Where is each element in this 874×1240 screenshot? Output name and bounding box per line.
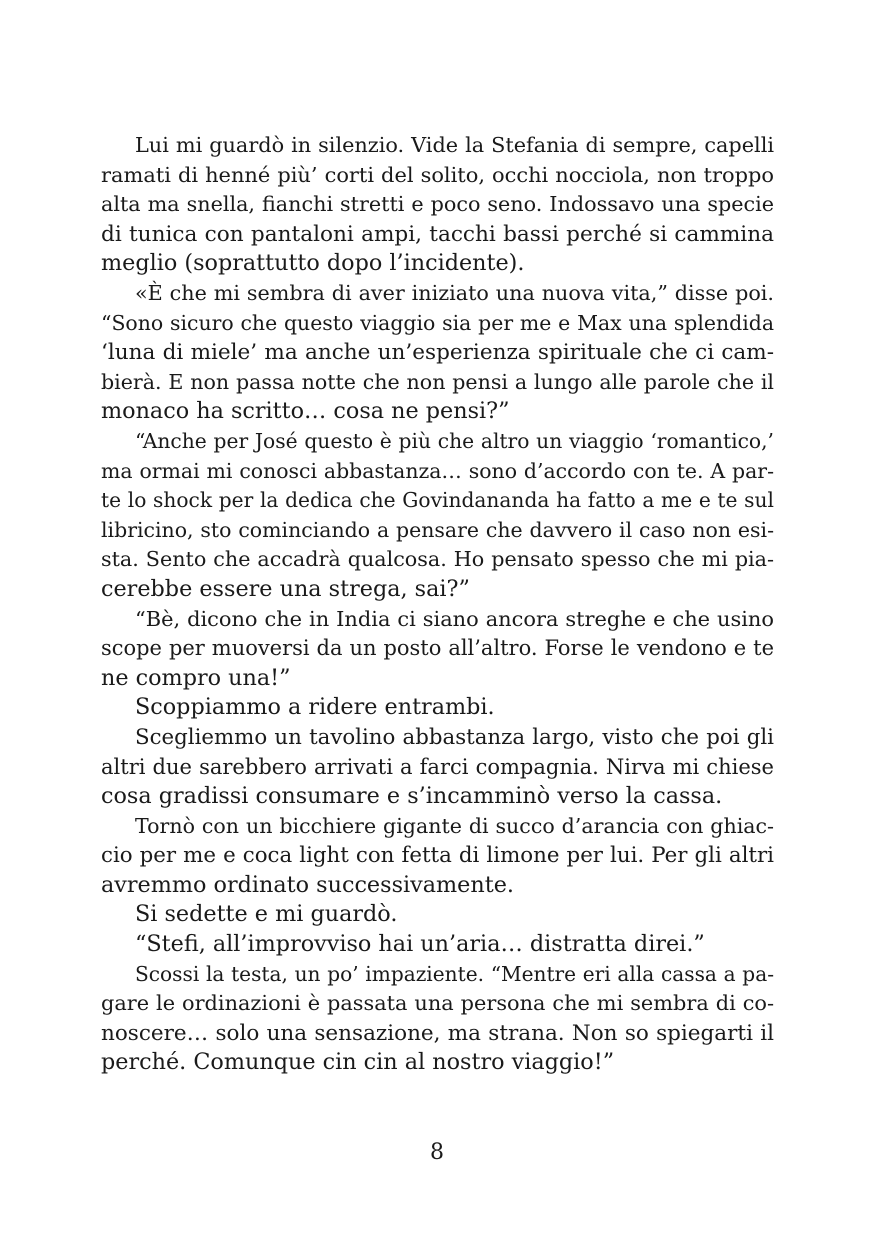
text-line: cosa gradissi consumare e s’incamminò verso la cassa. — [101, 783, 723, 810]
text-line: “Anche per José questo è più che altro un viaggio ‘romantico,’ — [135, 428, 774, 453]
text-line: sta. Sento che accadrà qualcosa. Ho pensato spesso che mi pia- — [101, 547, 774, 572]
text-line: bierà. E non passa notte che non pensi a lungo alle parole che il — [101, 369, 774, 394]
text-line: alta ma snella, fianchi stretti e poco seno. Indossavo una specie — [101, 192, 774, 217]
text-line: “Sono sicuro che questo viaggio sia per me e Max una splendida — [101, 310, 774, 335]
text-line: Scegliemmo un tavolino abbastanza largo, visto che poi gli — [135, 724, 774, 750]
text-line: altri due sarebbero arrivati a farci compagnia. Nirva mi chiese — [101, 754, 774, 780]
text-line: perché. Comunque cin cin al nostro viaggio!” — [101, 1049, 615, 1076]
text-line: gare le ordinazioni è passata una persona che mi sembra di co- — [101, 991, 774, 1016]
text-line: noscere… solo una sensazione, ma strana. Non so spiegarti il — [101, 1020, 774, 1046]
text-line: ma ormai mi conosci abbastanza… sono d’accordo con te. A par- — [101, 458, 774, 483]
text-line: ne compro una!” — [101, 664, 291, 691]
text-line: ramati di henné più’ corti del solito, occhi nocciola, non troppo — [101, 162, 774, 187]
text-line: scope per muoversi da un posto all’altro. Forse le vendono e te — [101, 636, 774, 661]
text-line: di tunica con pantaloni ampi, tacchi bassi perché si cammina — [101, 221, 774, 247]
text-line: cerebbe essere una strega, sai?” — [101, 575, 470, 602]
text-line: “Stefi, all’improvviso hai un’aria… distratta direi.” — [135, 931, 705, 958]
text-line: meglio (soprattutto dopo l’incidente). — [101, 250, 525, 277]
text-line: «È che mi sembra di aver iniziato una nuova vita,” disse poi. — [135, 280, 774, 305]
page-number: 8 — [430, 1140, 444, 1165]
text-line: libricino, sto cominciando a pensare che davvero il caso non esi- — [101, 517, 774, 542]
body-text — [101, 131, 774, 1078]
text-line: ‘luna di miele’ ma anche un’esperienza spirituale che ci cam- — [101, 340, 774, 366]
text-line: “Bè, dicono che in India ci siano ancora streghe e che usino — [135, 606, 774, 631]
text-line: cio per me e coca light con fetta di limone per lui. Per gli altri — [101, 843, 774, 869]
text-line: te lo shock per la dedica che Govindananda ha fatto a me e te sul — [101, 488, 774, 513]
text-line: Lui mi guardò in silenzio. Vide la Stefania di sempre, capelli — [135, 133, 774, 157]
text-line: Scoppiammo a ridere entrambi. — [135, 694, 495, 721]
text-line: Scossi la testa, un po’ impaziente. “Mentre eri alla cassa a pa- — [135, 961, 774, 986]
text-line: Si sedette e mi guardò. — [135, 901, 398, 928]
text-line: avremmo ordinato successivamente. — [101, 871, 514, 898]
text-line: Tornò con un bicchiere gigante di succo d’arancia con ghiac- — [135, 813, 774, 838]
text-line: monaco ha scritto… cosa ne pensi?” — [101, 398, 510, 425]
